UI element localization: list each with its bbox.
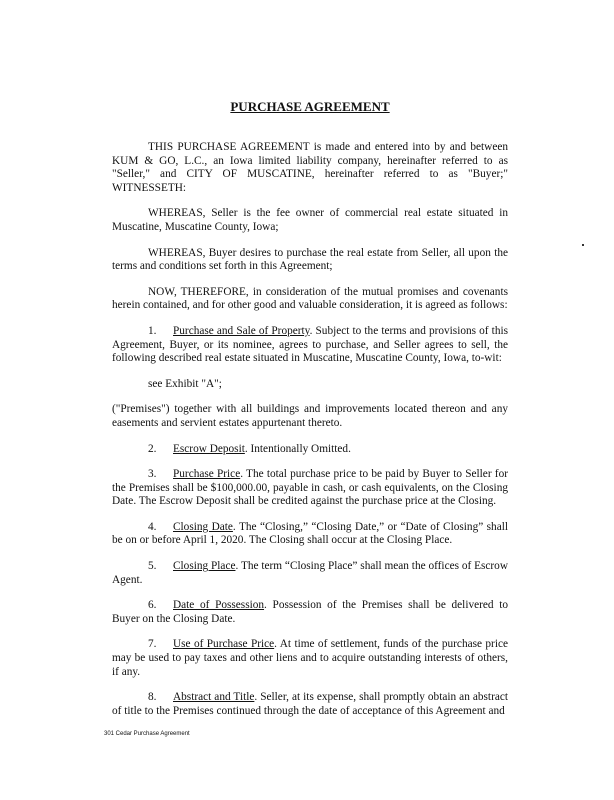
premises-paragraph: ("Premises") together with all buildings and improvements located thereon and any easements and servient estates appurtenant thereto.: [112, 403, 508, 429]
section-text: . Seller, at its expense, shall promptly obtain an abstract of title to the Premises continued through the date of acceptance of this Agreement and: [112, 691, 508, 717]
section-6: [112, 599, 508, 626]
section-4: [112, 521, 508, 548]
section-number: 5.: [148, 560, 157, 573]
section-heading: Purchase and Sale of Property: [173, 324, 310, 337]
section-7: [112, 638, 508, 679]
section-text: . The term “Closing Place” shall mean the offices of Escrow Agent.: [112, 560, 508, 586]
intro-paragraph: THIS PURCHASE AGREEMENT is made and entered into by and between KUM & GO, L.C., an Iowa limited liability company, hereinafter referred to as "Seller," and CITY OF MUSCATINE, hereinafter referred to as "Buyer;" WITNESSETH:: [112, 141, 508, 194]
page-footer: 301 Cedar Purchase Agreement: [104, 731, 190, 738]
section-2: [112, 443, 508, 457]
section-5: [112, 560, 508, 587]
section-number: 1.: [148, 324, 157, 337]
section-3: [112, 468, 508, 509]
section-text: . Possession of the Premises shall be delivered to Buyer on the Closing Date.: [112, 599, 508, 625]
section-number: 6.: [148, 599, 157, 612]
section-number: 7.: [148, 638, 157, 651]
section-number: 3.: [148, 468, 157, 481]
section-text: . The total purchase price to be paid by Buyer to Seller for the Premises shall be $100,000.00, payable in cash, or cash equivalents, on the Closing Date. The Escrow Deposit shall be credited against the purchase price at the Closing.: [112, 468, 508, 508]
section-text: . Subject to the terms and provisions of this Agreement, Buyer, or its nominee, agrees to purchase, and Seller agrees to sell, the following described real estate situated in Muscatine, Muscatine County, Iowa, to-wit:: [112, 324, 508, 365]
section-heading: Closing Place: [173, 560, 236, 573]
whereas-paragraph-1: WHEREAS, Seller is the fee owner of commercial real estate situated in Muscatine, Muscatine County, Iowa;: [112, 207, 508, 233]
section-heading: Abstract and Title: [173, 691, 255, 704]
section-number: 2.: [148, 442, 157, 455]
section-heading: Date of Possession: [173, 599, 265, 612]
section-heading: Closing Date: [173, 520, 233, 533]
section-1: [112, 325, 508, 366]
section-8: [112, 691, 508, 718]
whereas-paragraph-2: WHEREAS, Buyer desires to purchase the real estate from Seller, all upon the terms and conditions set forth in this Agreement;: [112, 246, 508, 273]
document-title: PURCHASE AGREEMENT: [230, 99, 390, 114]
section-text: . Intentionally Omitted.: [244, 442, 351, 455]
scan-speck: [582, 244, 584, 246]
section-text: . At time of settlement, funds of the purchase price may be used to pay taxes and other liens and to acquire outstanding interests of others, if any.: [112, 638, 508, 678]
section-heading: Use of Purchase Price: [173, 638, 275, 651]
exhibit-reference: see Exhibit "A";: [148, 377, 222, 390]
therefore-paragraph: NOW, THEREFORE, in consideration of the mutual promises and covenants herein contained, and for other good and valuable consideration, it is agreed as follows:: [112, 285, 508, 312]
section-heading: Escrow Deposit: [173, 442, 245, 455]
section-number: 8.: [148, 691, 157, 704]
section-text: . The “Closing,” “Closing Date,” or “Date of Closing” shall be on or before April 1, 2020. The Closing shall occur at the Closing Place.: [112, 520, 508, 547]
section-number: 4.: [148, 520, 157, 533]
section-heading: Purchase Price: [173, 468, 241, 481]
